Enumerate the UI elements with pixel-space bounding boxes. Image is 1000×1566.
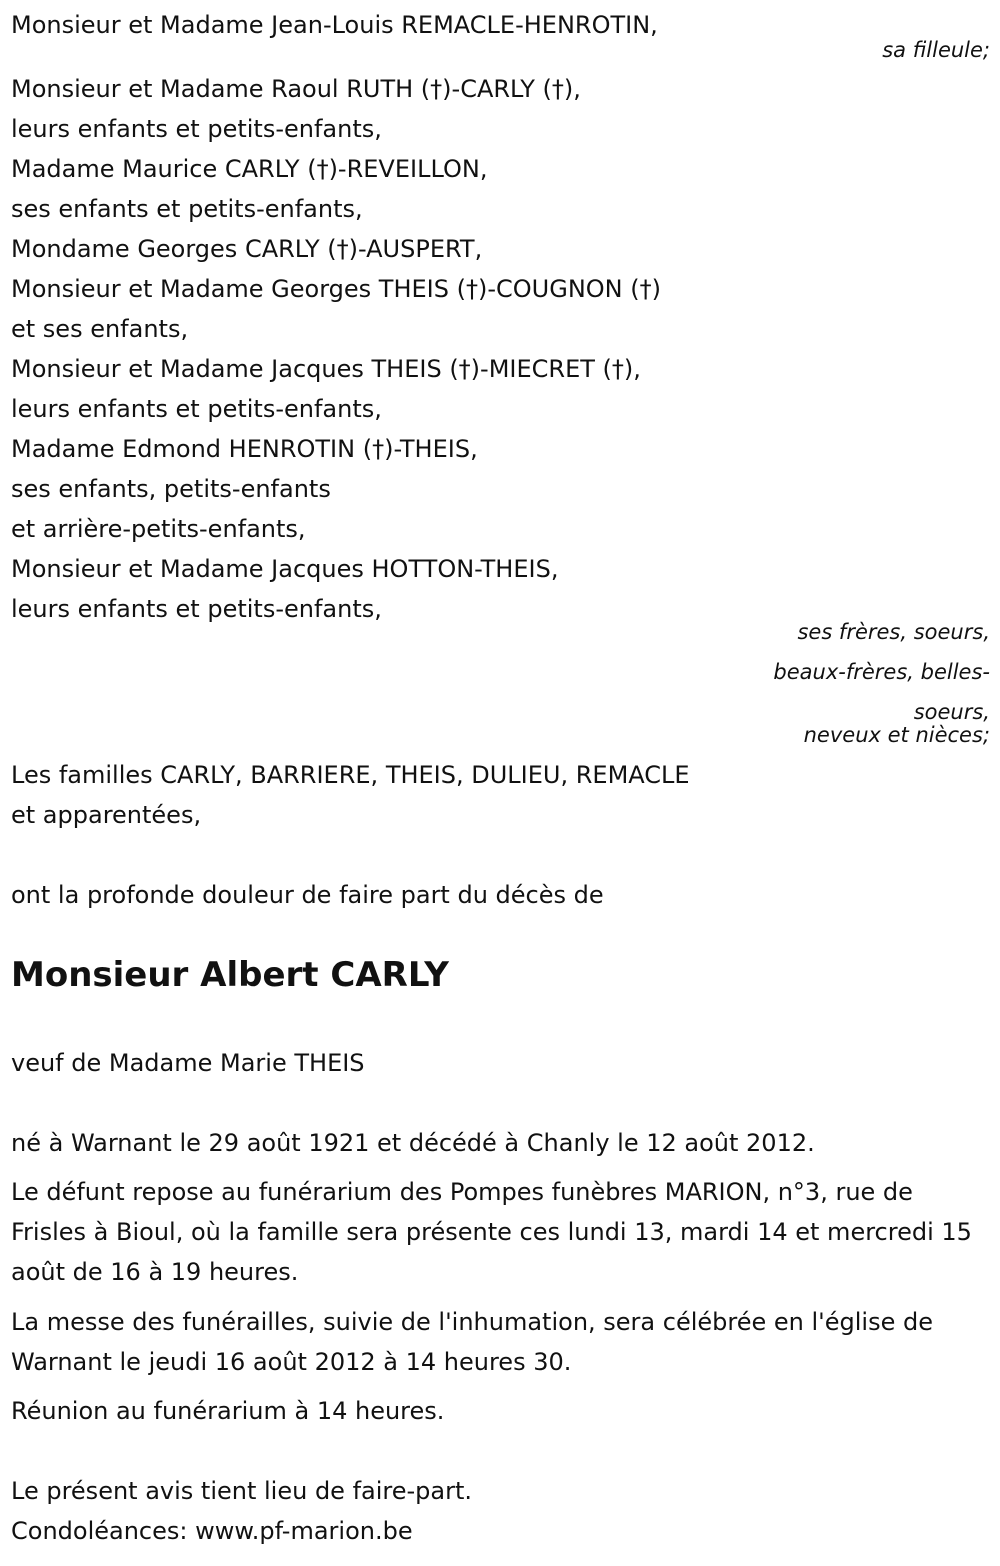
mass-paragraph: La messe des funérailles, suivie de l'inhumation, sera célébrée en l'église de Warnant le jeudi 16 août 2012 à 14 heures 30. <box>11 1308 933 1376</box>
widower-line: veuf de Madame Marie THEIS <box>11 1049 365 1077</box>
family-line: leurs enfants et petits-enfants, <box>11 395 382 423</box>
family-line: Monsieur et Madame Jacques HOTTON-THEIS, <box>11 555 559 583</box>
meeting-line: Réunion au funérarium à 14 heures. <box>11 1397 445 1425</box>
notice-line: Le présent avis tient lieu de faire-part. <box>11 1477 473 1505</box>
family-line: Monsieur et Madame Jean-Louis REMACLE-HENROTIN, <box>11 11 658 39</box>
deceased-name: Monsieur Albert CARLY <box>11 955 449 995</box>
announcement: ont la profonde douleur de faire part du décès de <box>11 881 604 909</box>
relation-siblings: soeurs, <box>913 700 990 724</box>
family-line: leurs enfants et petits-enfants, <box>11 595 382 623</box>
birth-death-line: né à Warnant le 29 août 1921 et décédé à Chanly le 12 août 2012. <box>11 1129 815 1157</box>
family-line: et ses enfants, <box>11 315 189 343</box>
family-line: Mondame Georges CARLY (†)-AUSPERT, <box>11 235 483 263</box>
relation-godchild: sa filleule; <box>882 38 990 62</box>
family-line: et arrière-petits-enfants, <box>11 515 306 543</box>
relation-siblings: ses frères, soeurs, <box>797 620 990 644</box>
condolences-line: Condoléances: www.pf-marion.be <box>11 1517 413 1545</box>
family-line: Monsieur et Madame Raoul RUTH (†)-CARLY (†), <box>11 75 581 103</box>
family-line: et apparentées, <box>11 801 202 829</box>
family-line: Les familles CARLY, BARRIERE, THEIS, DULIEU, REMACLE <box>11 761 690 789</box>
family-line: Madame Edmond HENROTIN (†)-THEIS, <box>11 435 478 463</box>
family-line: ses enfants, petits-enfants <box>11 475 331 503</box>
family-line: Monsieur et Madame Georges THEIS (†)-COUGNON (†) <box>11 275 661 303</box>
family-line: Madame Maurice CARLY (†)-REVEILLON, <box>11 155 488 183</box>
family-line: ses enfants et petits-enfants, <box>11 195 363 223</box>
relation-nephews: neveux et nièces; <box>803 723 990 747</box>
family-line: Monsieur et Madame Jacques THEIS (†)-MIECRET (†), <box>11 355 641 383</box>
family-line: leurs enfants et petits-enfants, <box>11 115 382 143</box>
repose-paragraph: Le défunt repose au funérarium des Pompes funèbres MARION, n°3, rue de Frisles à Bioul, où la famille sera présente ces lundi 13, mardi 14 et mercredi 15 août de 16 à 19 heures. <box>11 1178 972 1286</box>
relation-siblings: beaux-frères, belles- <box>773 660 990 684</box>
